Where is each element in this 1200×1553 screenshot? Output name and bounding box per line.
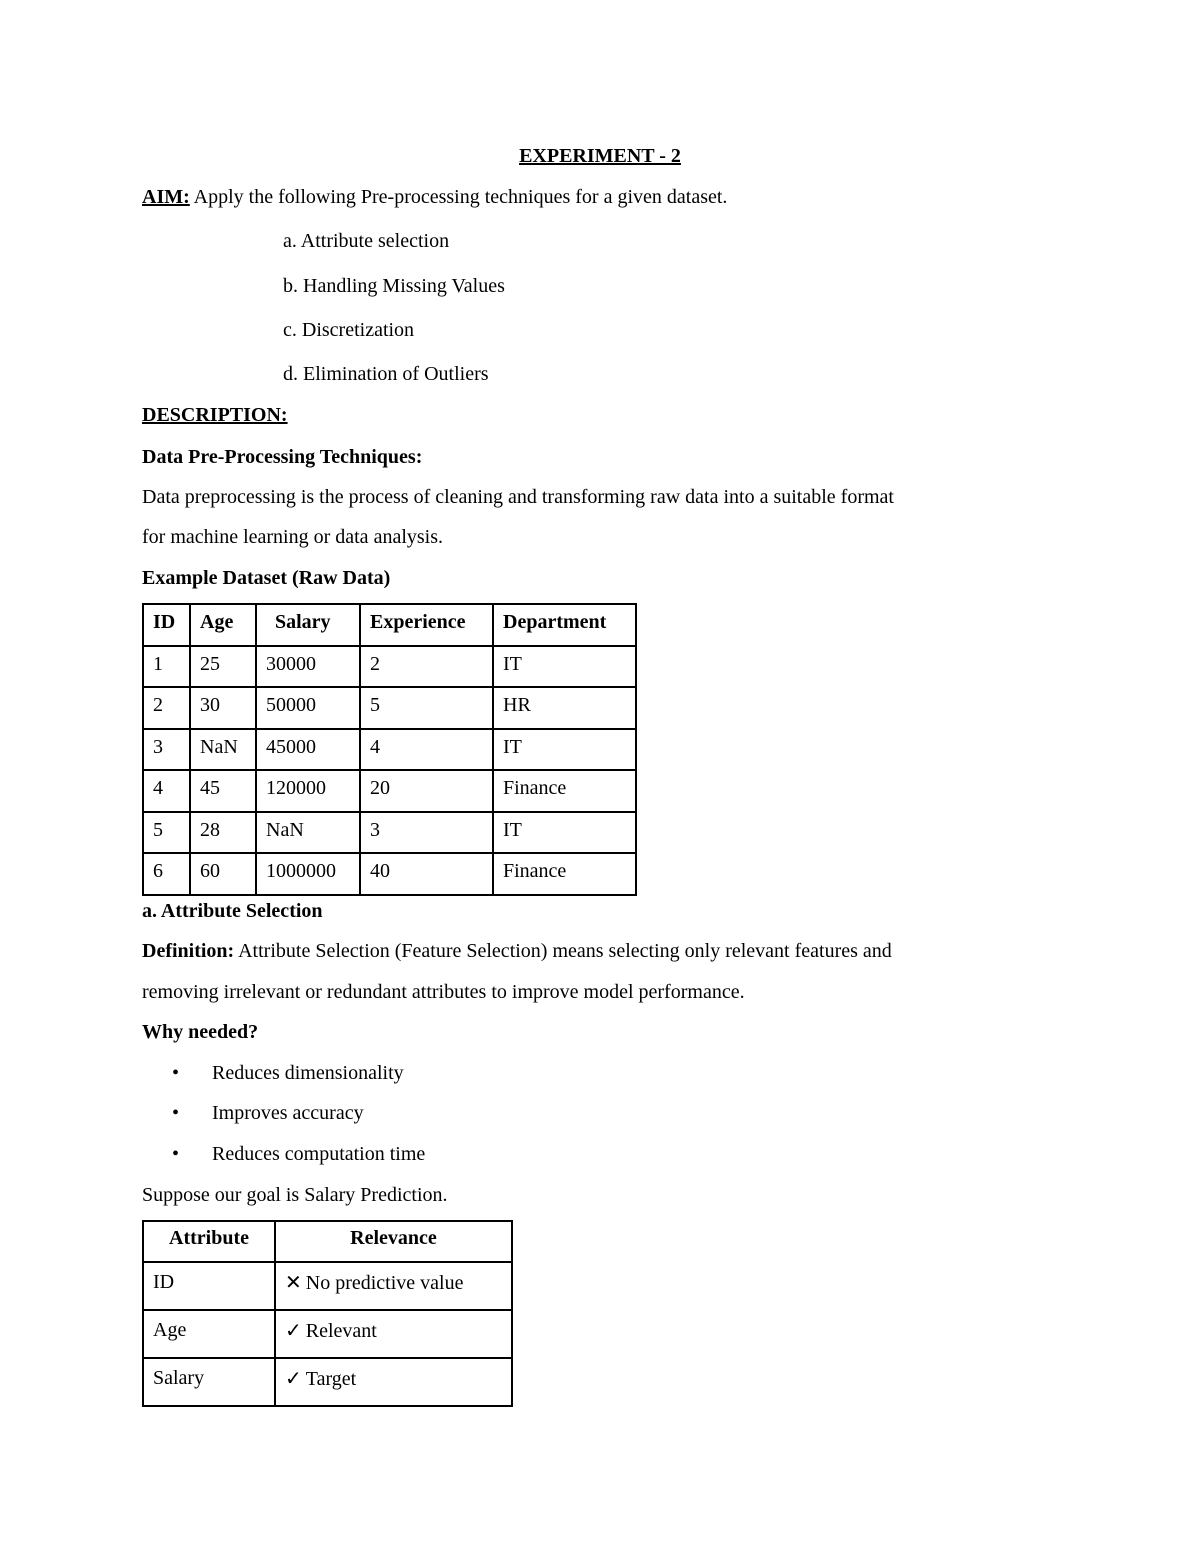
table-cell: 20: [360, 770, 493, 812]
bullet-icon: •: [172, 1062, 180, 1084]
table-cell: 30000: [256, 646, 360, 688]
aim-text: Apply the following Pre-processing techniques for a given dataset.: [189, 186, 728, 208]
table-cell: 4: [360, 729, 493, 771]
header-cell: Experience: [360, 604, 493, 646]
table-row: [143, 646, 636, 688]
table-row: [143, 1310, 512, 1358]
table-cell: 60: [190, 853, 256, 895]
header-cell: Attribute: [143, 1221, 275, 1262]
table-header-row: [143, 604, 636, 646]
table-cell: Age: [143, 1310, 275, 1358]
table-cell: 120000: [256, 770, 360, 812]
table-cell: [275, 1358, 512, 1406]
header-cell: ID: [143, 604, 190, 646]
table-cell: 25: [190, 646, 256, 688]
definition-line: removing irrelevant or redundant attributes to improve model performance.: [142, 981, 745, 1003]
table-cell: HR: [493, 687, 636, 729]
table-cell: 1: [143, 646, 190, 688]
description-heading: DESCRIPTION:: [142, 404, 288, 426]
aim-line: [142, 187, 727, 207]
table-cell: IT: [493, 646, 636, 688]
header-cell: Age: [190, 604, 256, 646]
table-cell: IT: [493, 729, 636, 771]
header-cell: Department: [493, 604, 636, 646]
table-cell: 28: [190, 812, 256, 854]
table-row: [143, 729, 636, 771]
page-title: EXPERIMENT - 2: [519, 145, 681, 167]
definition-line: [142, 941, 892, 961]
definition-label: Definition:: [142, 940, 235, 962]
table-cell: 5: [143, 812, 190, 854]
header-cell: Salary: [256, 604, 360, 646]
table-cell: 3: [143, 729, 190, 771]
table-cell: 5: [360, 687, 493, 729]
aim-label: AIM:: [142, 186, 190, 208]
table-cell: Salary: [143, 1358, 275, 1406]
table-cell: 2: [143, 687, 190, 729]
dp-heading: Data Pre-Processing Techniques:: [142, 446, 423, 468]
table-row: [143, 812, 636, 854]
table-cell: [275, 1262, 512, 1310]
dp-text-line: for machine learning or data analysis.: [142, 526, 443, 548]
list-item: Improves accuracy: [212, 1102, 364, 1124]
table-cell: 30: [190, 687, 256, 729]
dp-text-line: Data preprocessing is the process of cleaning and transforming raw data into a suitable format: [142, 486, 894, 508]
aim-item: c. Discretization: [283, 319, 415, 341]
definition-text: Attribute Selection (Feature Selection) means selecting only relevant features and: [234, 940, 892, 962]
cross-icon: ✕: [285, 1270, 302, 1294]
attribute-selection-heading: a. Attribute Selection: [142, 900, 323, 922]
table-cell: Finance: [493, 770, 636, 812]
relevance-text: No predictive value: [305, 1272, 464, 1294]
aim-item: d. Elimination of Outliers: [283, 363, 489, 385]
raw-data-table: [142, 603, 637, 896]
table-cell: 45: [190, 770, 256, 812]
header-cell: Relevance: [275, 1221, 512, 1262]
list-item: Reduces dimensionality: [212, 1062, 404, 1084]
table-cell: IT: [493, 812, 636, 854]
table-cell: 1000000: [256, 853, 360, 895]
table-cell: Finance: [493, 853, 636, 895]
bullet-icon: •: [172, 1143, 180, 1165]
table-cell: [275, 1310, 512, 1358]
relevance-table: [142, 1220, 513, 1407]
table-row: [143, 1358, 512, 1406]
bullet-icon: •: [172, 1102, 180, 1124]
aim-item: a. Attribute selection: [283, 230, 450, 252]
table-cell: 4: [143, 770, 190, 812]
table-cell: NaN: [256, 812, 360, 854]
table-row: [143, 1262, 512, 1310]
aim-item: b. Handling Missing Values: [283, 275, 505, 297]
suppose-text: Suppose our goal is Salary Prediction.: [142, 1184, 448, 1206]
relevance-text: Relevant: [305, 1320, 377, 1342]
table-cell: ID: [143, 1262, 275, 1310]
table-cell: 6: [143, 853, 190, 895]
table-row: [143, 853, 636, 895]
why-needed-heading: Why needed?: [142, 1021, 259, 1043]
table-row: [143, 687, 636, 729]
table-cell: 45000: [256, 729, 360, 771]
table-cell: 50000: [256, 687, 360, 729]
relevance-text: Target: [305, 1368, 357, 1390]
table-cell: 2: [360, 646, 493, 688]
table-cell: 40: [360, 853, 493, 895]
example-heading: Example Dataset (Raw Data): [142, 567, 391, 589]
list-item: Reduces computation time: [212, 1143, 426, 1165]
table-header-row: [143, 1221, 512, 1262]
check-icon: ✓: [285, 1366, 302, 1390]
table-cell: 3: [360, 812, 493, 854]
check-icon: ✓: [285, 1318, 302, 1342]
table-row: [143, 770, 636, 812]
table-cell: NaN: [190, 729, 256, 771]
